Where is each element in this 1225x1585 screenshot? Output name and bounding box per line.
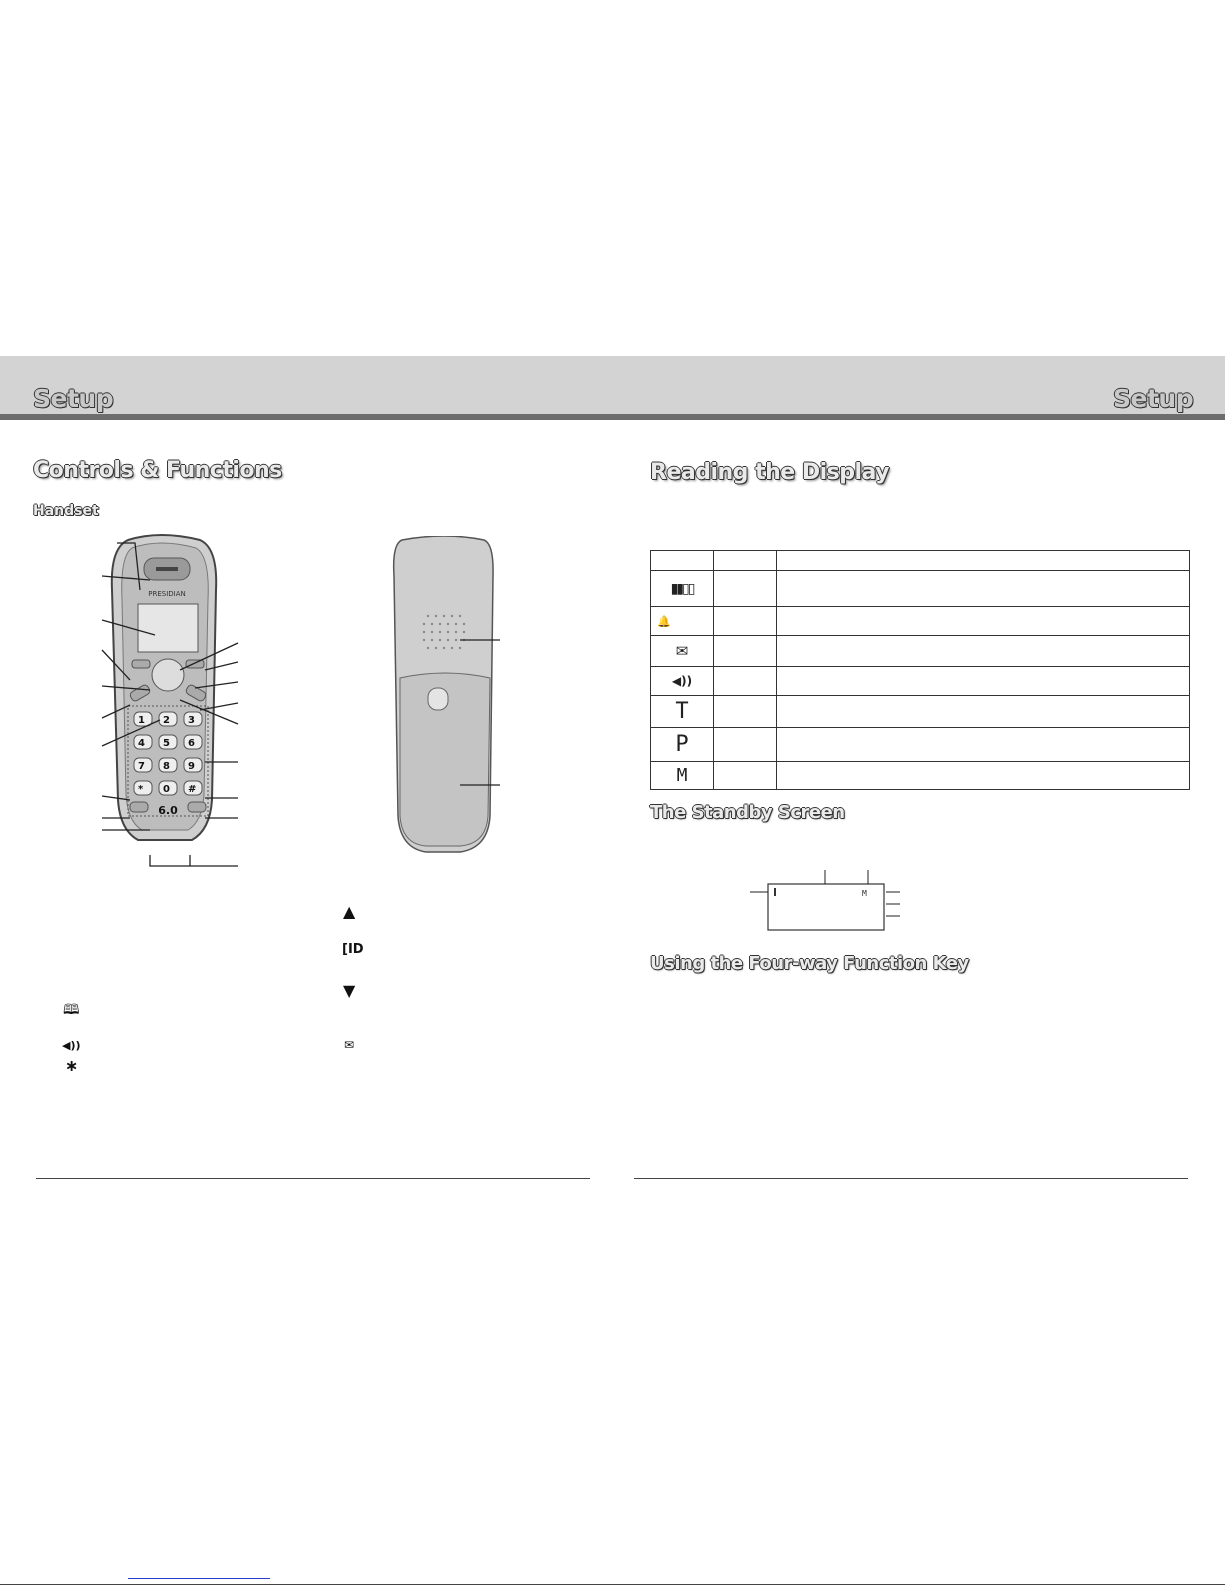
pulse-mode-icon: P (651, 728, 714, 762)
speaker-icon: ◀)) (62, 1039, 81, 1052)
handset-subheading: Handset (33, 503, 99, 519)
handset-back-callouts (440, 620, 510, 800)
svg-text:4: 4 (138, 738, 145, 749)
svg-text:7: 7 (138, 761, 145, 772)
direct-label: 6.0 (158, 804, 178, 817)
phonebook-icon: 🕮 (63, 1002, 80, 1018)
table-row (651, 636, 1190, 667)
table-row (651, 762, 1190, 790)
footer-link-underline[interactable] (128, 1578, 270, 1579)
four-way-key-heading: Using the Four-way Function Key (650, 953, 969, 974)
left-footer-rule (36, 1178, 590, 1179)
svg-text:9: 9 (188, 761, 195, 772)
svg-text:6: 6 (188, 738, 195, 749)
table-header-cell (777, 551, 1190, 571)
handset-front-callouts (0, 500, 260, 870)
star-key-icon: ∗ (65, 1056, 79, 1075)
table-row (651, 667, 1190, 696)
controls-functions-heading: Controls & Functions (33, 458, 282, 483)
standby-screen-heading: The Standby Screen (650, 802, 845, 823)
right-footer-rule (634, 1178, 1188, 1179)
svg-text:5: 5 (163, 738, 170, 749)
left-page-title: Setup (33, 384, 114, 413)
mute-icon: M (651, 762, 714, 790)
svg-text:M: M (862, 889, 867, 898)
table-row (651, 728, 1190, 762)
table-header-cell (714, 551, 777, 571)
battery-levels-icon: ▮▮▯▯ (651, 571, 714, 607)
svg-text:#: # (188, 784, 197, 795)
tone-mode-icon: T (651, 696, 714, 728)
svg-text:2: 2 (163, 715, 170, 726)
table-row (651, 696, 1190, 728)
table-row (651, 607, 1190, 636)
message-icon: ✉ (344, 1038, 355, 1052)
brand-label: PRESIDIAN (148, 590, 186, 598)
down-arrow-icon: ▼ (343, 981, 356, 1000)
svg-text:1: 1 (138, 715, 145, 726)
header-band (0, 356, 1225, 414)
table-row (651, 571, 1190, 607)
ringer-off-icon: 🔔 (651, 607, 714, 636)
up-arrow-icon: ▲ (343, 902, 356, 921)
caller-id-icon: [ID (342, 942, 364, 957)
display-icons-table (650, 550, 1190, 790)
svg-text:*: * (138, 784, 144, 795)
standby-screen-diagram (750, 866, 910, 936)
svg-text:3: 3 (188, 715, 195, 726)
svg-text:8: 8 (163, 761, 170, 772)
header-divider (0, 414, 1225, 420)
reading-display-heading: Reading the Display (650, 460, 890, 485)
right-page-title: Setup (1113, 384, 1194, 413)
table-header-cell (651, 551, 714, 571)
message-waiting-icon: ✉ (651, 636, 714, 667)
speakerphone-icon: ◀)) (651, 667, 714, 696)
svg-text:0: 0 (163, 784, 170, 795)
